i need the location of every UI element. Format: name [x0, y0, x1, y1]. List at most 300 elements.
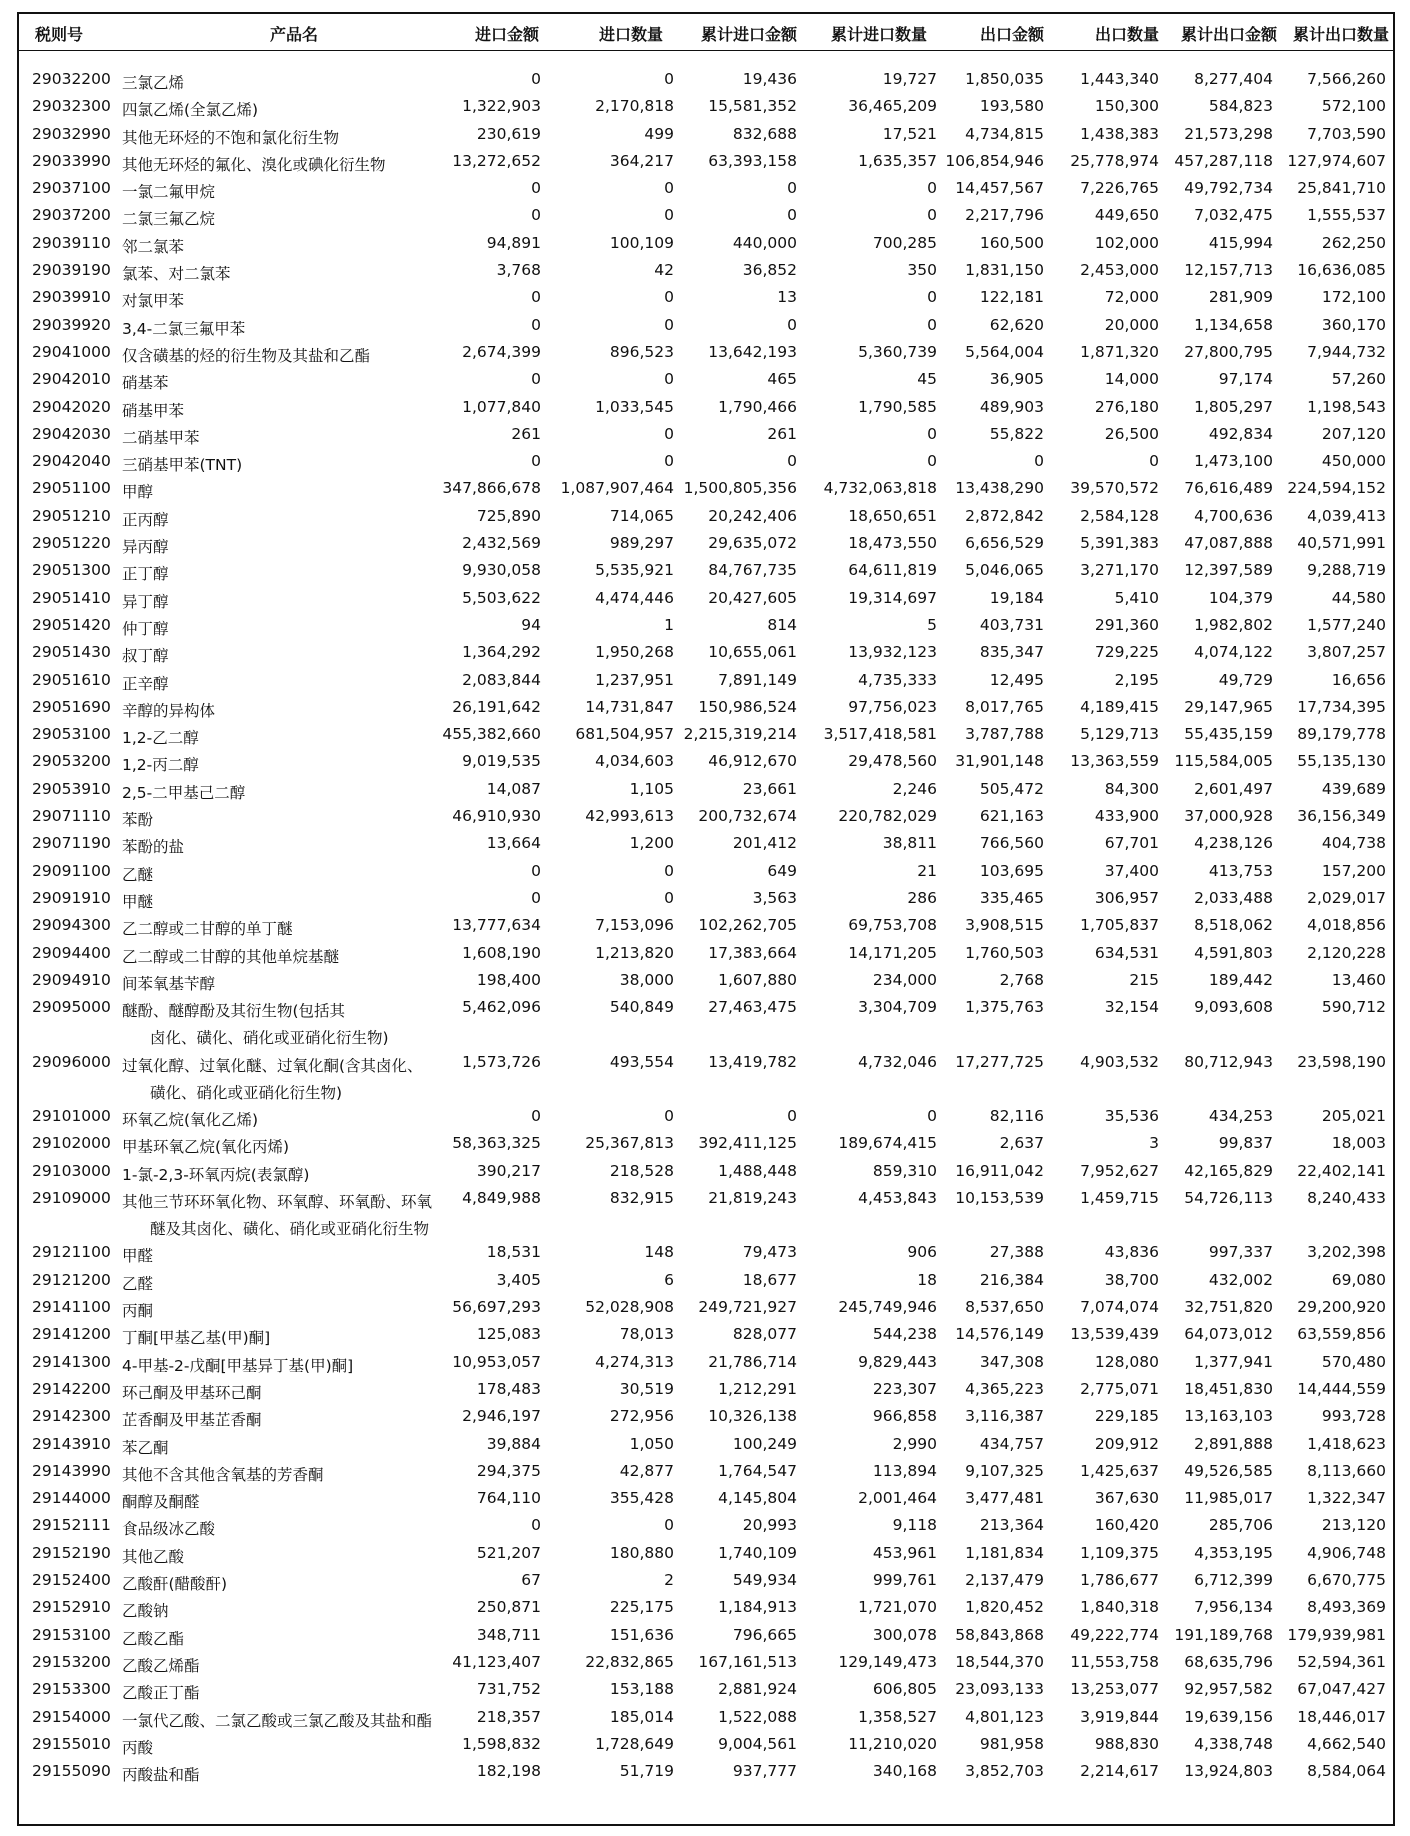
cum-import-qty: 36,465,209	[848, 97, 937, 116]
export-amount: 216,384	[979, 1270, 1044, 1289]
cum-export-amount: 18,451,830	[1184, 1379, 1273, 1398]
export-amount: 31,901,148	[955, 752, 1044, 771]
product-name-line: 异丙醇	[122, 538, 169, 557]
cum-import-amount: 21,786,714	[708, 1352, 797, 1371]
export-qty: 1,786,677	[1080, 1571, 1159, 1590]
import-amount: 294,375	[476, 1461, 541, 1480]
cum-import-amount: 100,249	[732, 1434, 797, 1453]
table-row	[19, 1243, 1393, 1270]
cum-import-qty: 189,674,415	[838, 1134, 937, 1153]
cum-export-amount: 37,000,928	[1184, 807, 1273, 826]
tariff-code: 29144000	[32, 1489, 111, 1508]
cum-export-qty: 18,446,017	[1297, 1707, 1386, 1726]
export-qty: 72,000	[1104, 288, 1159, 307]
import-amount: 13,272,652	[452, 151, 541, 170]
cum-import-qty: 0	[927, 424, 937, 443]
cum-import-amount: 46,912,670	[708, 752, 797, 771]
product-name-line: 间苯氧基苄醇	[122, 974, 216, 993]
product-name-line: 1,2-丙二醇	[122, 756, 199, 775]
import-amount: 26,191,642	[452, 697, 541, 716]
product-name	[122, 1298, 462, 1325]
cum-import-amount: 1,500,805,356	[683, 479, 797, 498]
import-amount: 182,198	[476, 1762, 541, 1781]
import-qty: 0	[664, 288, 674, 307]
tariff-code: 29091910	[32, 888, 111, 907]
cum-export-qty: 8,493,369	[1307, 1598, 1386, 1617]
product-name-line: 一氯代乙酸、二氯乙酸或三氯乙酸及其盐和酯	[122, 1711, 433, 1730]
cum-import-amount: 0	[787, 206, 797, 225]
import-amount: 10,953,057	[452, 1352, 541, 1371]
cum-import-amount: 392,411,125	[698, 1134, 797, 1153]
tariff-code: 29051210	[32, 506, 111, 525]
cum-import-qty: 4,453,843	[858, 1188, 937, 1207]
export-amount: 1,375,763	[965, 998, 1044, 1017]
cum-import-qty: 2,001,464	[858, 1489, 937, 1508]
export-qty: 2,453,000	[1080, 261, 1159, 280]
product-name-line: 甲基环氧乙烷(氧化丙烯)	[122, 1138, 290, 1157]
cum-export-qty: 6,670,775	[1307, 1571, 1386, 1590]
cum-export-amount: 9,093,608	[1194, 998, 1273, 1017]
import-amount: 2,083,844	[462, 670, 541, 689]
product-name	[122, 998, 462, 1053]
tariff-code: 29051430	[32, 643, 111, 662]
tariff-code: 29155090	[32, 1762, 111, 1781]
cum-import-amount: 10,655,061	[708, 643, 797, 662]
product-name	[122, 425, 462, 452]
import-qty: 1,728,649	[595, 1734, 674, 1753]
export-qty: 150,300	[1094, 97, 1159, 116]
cum-import-amount: 2,215,319,214	[683, 725, 797, 744]
cum-import-qty: 69,753,708	[848, 916, 937, 935]
table-row	[19, 1598, 1393, 1625]
tariff-code: 29153200	[32, 1652, 111, 1671]
export-amount: 347,308	[979, 1352, 1044, 1371]
import-qty: 499	[644, 124, 674, 143]
export-qty: 160,420	[1094, 1516, 1159, 1535]
export-amount: 23,093,133	[955, 1680, 1044, 1699]
cum-export-qty: 9,288,719	[1307, 561, 1386, 580]
export-qty: 367,630	[1094, 1489, 1159, 1508]
tariff-code: 29154000	[32, 1707, 111, 1726]
import-qty: 2	[664, 1571, 674, 1590]
product-name-line: 其他不含其他含氧基的芳香酮	[122, 1465, 324, 1484]
cum-export-amount: 8,518,062	[1194, 916, 1273, 935]
export-amount: 4,365,223	[965, 1379, 1044, 1398]
import-amount: 14,087	[486, 779, 541, 798]
import-amount: 455,382,660	[442, 725, 541, 744]
import-qty: 896,523	[609, 342, 674, 361]
cum-export-amount: 76,616,489	[1184, 479, 1273, 498]
table-row	[19, 698, 1393, 725]
product-name-line: 其他三节环环氧化物、环氧醇、环氧酚、环氧	[122, 1192, 433, 1211]
cum-export-qty: 89,179,778	[1297, 725, 1386, 744]
cum-export-qty: 262,250	[1321, 233, 1386, 252]
import-amount: 521,207	[476, 1543, 541, 1562]
import-qty: 25,367,813	[585, 1134, 674, 1153]
product-name	[122, 452, 462, 479]
cum-import-qty: 45	[917, 370, 937, 389]
import-amount: 46,910,930	[452, 807, 541, 826]
cum-export-amount: 12,397,589	[1184, 561, 1273, 580]
import-amount: 230,619	[476, 124, 541, 143]
import-amount: 3,768	[496, 261, 541, 280]
tariff-code: 29042040	[32, 452, 111, 471]
product-name	[122, 1516, 462, 1543]
export-qty: 291,360	[1094, 615, 1159, 634]
cum-import-amount: 63,393,158	[708, 151, 797, 170]
cum-import-amount: 828,077	[732, 1325, 797, 1344]
export-amount: 103,695	[979, 861, 1044, 880]
product-name	[122, 1353, 462, 1380]
product-name-line: 乙酸乙酯	[122, 1629, 185, 1648]
cum-import-qty: 129,149,473	[838, 1652, 937, 1671]
import-qty: 185,014	[609, 1707, 674, 1726]
cum-export-amount: 11,985,017	[1184, 1489, 1273, 1508]
import-qty: 1,050	[629, 1434, 674, 1453]
product-name	[122, 179, 462, 206]
cum-import-amount: 1,488,448	[718, 1161, 797, 1180]
import-amount: 5,462,096	[462, 998, 541, 1017]
table-row	[19, 1735, 1393, 1762]
import-amount: 178,483	[476, 1379, 541, 1398]
tariff-code: 29042030	[32, 424, 111, 443]
cum-import-amount: 20,993	[742, 1516, 797, 1535]
cum-export-amount: 1,805,297	[1194, 397, 1273, 416]
tariff-code: 29152111	[32, 1516, 111, 1535]
cum-export-qty: 1,322,347	[1307, 1489, 1386, 1508]
export-qty: 2,214,617	[1080, 1762, 1159, 1781]
cum-export-amount: 42,165,829	[1184, 1161, 1273, 1180]
tariff-code: 29152400	[32, 1571, 111, 1590]
cum-import-amount: 21,819,243	[708, 1188, 797, 1207]
product-name-line: 丁酮[甲基乙基(甲)酮]	[122, 1329, 271, 1348]
import-amount: 125,083	[476, 1325, 541, 1344]
import-amount: 2,946,197	[462, 1407, 541, 1426]
table-row	[19, 752, 1393, 779]
cum-import-qty: 29,478,560	[848, 752, 937, 771]
cum-export-qty: 4,906,748	[1307, 1543, 1386, 1562]
cum-import-amount: 13	[777, 288, 797, 307]
table-row	[19, 1571, 1393, 1598]
import-amount: 2,432,569	[462, 534, 541, 553]
cum-export-amount: 285,706	[1208, 1516, 1273, 1535]
product-name	[122, 1107, 462, 1134]
import-qty: 22,832,865	[585, 1652, 674, 1671]
product-name	[122, 889, 462, 916]
product-name	[122, 1489, 462, 1516]
cum-import-amount: 549,934	[732, 1571, 797, 1590]
cum-import-qty: 700,285	[872, 233, 937, 252]
cum-export-amount: 413,753	[1208, 861, 1273, 880]
export-amount: 3,477,481	[965, 1489, 1044, 1508]
import-qty: 14,731,847	[585, 697, 674, 716]
import-qty: 42,877	[619, 1461, 674, 1480]
table-row	[19, 889, 1393, 916]
import-qty: 540,849	[609, 998, 674, 1017]
table-row	[19, 1053, 1393, 1108]
cum-export-qty: 25,841,710	[1297, 179, 1386, 198]
product-name	[122, 125, 462, 152]
tariff-code: 29032300	[32, 97, 111, 116]
import-amount: 0	[531, 206, 541, 225]
export-qty: 1,443,340	[1080, 70, 1159, 88]
cum-import-amount: 649	[767, 861, 797, 880]
cum-import-qty: 2,990	[892, 1434, 937, 1453]
tariff-code: 29095000	[32, 998, 111, 1017]
cum-export-amount: 49,792,734	[1184, 179, 1273, 198]
cum-import-qty: 220,782,029	[838, 807, 937, 826]
product-name	[122, 752, 462, 779]
export-qty: 2,775,071	[1080, 1379, 1159, 1398]
tariff-code: 29053100	[32, 725, 111, 744]
tariff-code: 29152910	[32, 1598, 111, 1617]
import-amount: 725,890	[476, 506, 541, 525]
cum-import-amount: 9,004,561	[718, 1734, 797, 1753]
cum-import-qty: 3,517,418,581	[823, 725, 937, 744]
product-name-line: 环氧乙烷(氧化乙烯)	[122, 1111, 259, 1130]
tariff-code: 29153100	[32, 1625, 111, 1644]
export-qty: 67,701	[1104, 834, 1159, 853]
cum-import-amount: 1,790,466	[718, 397, 797, 416]
cum-import-qty: 18,473,550	[848, 534, 937, 553]
cum-export-amount: 1,473,100	[1194, 452, 1273, 471]
cum-export-qty: 52,594,361	[1297, 1652, 1386, 1671]
import-qty: 30,519	[619, 1379, 674, 1398]
export-qty: 2,195	[1114, 670, 1159, 689]
import-qty: 6	[664, 1270, 674, 1289]
product-name-line: 磺化、硝化或亚硝化衍生物)	[150, 1083, 343, 1102]
cum-export-amount: 4,591,803	[1194, 943, 1273, 962]
product-name-line: 乙醛	[122, 1274, 154, 1293]
product-name	[122, 862, 462, 889]
cum-import-qty: 223,307	[872, 1379, 937, 1398]
header-import-qty: 进口数量	[598, 25, 663, 44]
product-name	[122, 807, 462, 834]
cum-export-qty: 179,939,981	[1287, 1625, 1386, 1644]
product-name	[122, 206, 462, 233]
table-row	[19, 1271, 1393, 1298]
cum-export-qty: 8,584,064	[1307, 1762, 1386, 1781]
product-name-line: 乙二醇或二甘醇的单丁醚	[122, 920, 293, 939]
export-amount: 9,107,325	[965, 1461, 1044, 1480]
cum-import-amount: 20,242,406	[708, 506, 797, 525]
table-row	[19, 998, 1393, 1053]
tariff-code: 29152190	[32, 1543, 111, 1562]
export-qty: 7,226,765	[1080, 179, 1159, 198]
export-amount: 8,537,650	[965, 1298, 1044, 1317]
product-name-line: 硝基苯	[122, 374, 169, 393]
import-amount: 4,849,988	[462, 1188, 541, 1207]
tariff-code: 29121100	[32, 1243, 111, 1262]
cum-export-qty: 570,480	[1321, 1352, 1386, 1371]
import-amount: 764,110	[476, 1489, 541, 1508]
export-amount: 1,760,503	[965, 943, 1044, 962]
table-row	[19, 1516, 1393, 1543]
table-header	[19, 14, 1393, 51]
export-amount: 4,801,123	[965, 1707, 1044, 1726]
export-qty: 0	[1149, 452, 1159, 471]
product-name	[122, 261, 462, 288]
export-qty: 433,900	[1094, 807, 1159, 826]
tariff-code: 29039920	[32, 315, 111, 334]
cum-export-qty: 3,807,257	[1307, 643, 1386, 662]
product-name-line: 氯苯、对二氯苯	[122, 265, 231, 284]
table-row	[19, 1407, 1393, 1434]
product-name	[122, 1626, 462, 1653]
export-amount: 2,637	[999, 1134, 1044, 1153]
cum-export-qty: 67,047,427	[1297, 1680, 1386, 1699]
table-row	[19, 1462, 1393, 1489]
cum-export-qty: 8,113,660	[1307, 1461, 1386, 1480]
product-name	[122, 1380, 462, 1407]
table-row	[19, 316, 1393, 343]
cum-import-amount: 200,732,674	[698, 807, 797, 826]
cum-import-amount: 167,161,513	[698, 1652, 797, 1671]
cum-export-amount: 415,994	[1208, 233, 1273, 252]
cum-import-qty: 5,360,739	[858, 342, 937, 361]
product-name-line: 邻二氯苯	[122, 237, 185, 256]
cum-import-qty: 14,171,205	[848, 943, 937, 962]
cum-import-qty: 999,761	[872, 1571, 937, 1590]
export-qty: 102,000	[1094, 233, 1159, 252]
cum-import-amount: 261	[767, 424, 797, 443]
cum-export-qty: 404,738	[1321, 834, 1386, 853]
export-amount: 13,438,290	[955, 479, 1044, 498]
cum-export-qty: 224,594,152	[1287, 479, 1386, 498]
tariff-code: 29121200	[32, 1270, 111, 1289]
export-amount: 58,843,868	[955, 1625, 1044, 1644]
import-amount: 348,711	[476, 1625, 541, 1644]
product-name-line: 其他无环烃的氟化、溴化或碘化衍生物	[122, 155, 386, 174]
product-name	[122, 834, 462, 861]
cum-export-qty: 55,135,130	[1297, 752, 1386, 771]
export-qty: 5,410	[1114, 588, 1159, 607]
export-amount: 434,757	[979, 1434, 1044, 1453]
cum-import-qty: 453,961	[872, 1543, 937, 1562]
product-name	[122, 1708, 462, 1735]
product-name	[122, 1462, 462, 1489]
cum-export-amount: 997,337	[1208, 1243, 1273, 1262]
table-row	[19, 425, 1393, 452]
table-row	[19, 1708, 1393, 1735]
cum-export-amount: 13,163,103	[1184, 1407, 1273, 1426]
export-amount: 14,576,149	[955, 1325, 1044, 1344]
product-name-line: 三氯乙烯	[122, 74, 185, 92]
import-qty: 4,274,313	[595, 1352, 674, 1371]
product-name	[122, 916, 462, 943]
export-qty: 3,919,844	[1080, 1707, 1159, 1726]
export-amount: 2,217,796	[965, 206, 1044, 225]
export-amount: 1,850,035	[965, 70, 1044, 88]
export-qty: 13,253,077	[1070, 1680, 1159, 1699]
cum-import-qty: 0	[927, 1107, 937, 1126]
table-row	[19, 398, 1393, 425]
export-amount: 3,787,788	[965, 725, 1044, 744]
tariff-code: 29142200	[32, 1379, 111, 1398]
cum-export-amount: 2,891,888	[1194, 1434, 1273, 1453]
table-row	[19, 589, 1393, 616]
table-row	[19, 206, 1393, 233]
product-name	[122, 1762, 462, 1789]
cum-export-qty: 14,444,559	[1297, 1379, 1386, 1398]
cum-import-amount: 1,212,291	[718, 1379, 797, 1398]
export-qty: 1,705,837	[1080, 916, 1159, 935]
product-name-line: 过氧化醇、过氧化醚、过氧化酮(含其卤化、	[122, 1056, 423, 1075]
table-row	[19, 1189, 1393, 1244]
table-body	[19, 70, 1393, 1789]
import-qty: 218,528	[609, 1161, 674, 1180]
cum-export-qty: 450,000	[1321, 452, 1386, 471]
cum-export-qty: 18,003	[1331, 1134, 1386, 1153]
cum-export-qty: 4,018,856	[1307, 916, 1386, 935]
table-row	[19, 70, 1393, 97]
product-name	[122, 971, 462, 998]
cum-export-amount: 80,712,943	[1184, 1052, 1273, 1071]
cum-import-qty: 64,611,819	[848, 561, 937, 580]
cum-export-qty: 17,734,395	[1297, 697, 1386, 716]
product-name-line: 2,5-二甲基己二醇	[122, 783, 246, 802]
export-amount: 213,364	[979, 1516, 1044, 1535]
import-qty: 78,013	[619, 1325, 674, 1344]
export-amount: 3,852,703	[965, 1762, 1044, 1781]
export-amount: 160,500	[979, 233, 1044, 252]
cum-import-qty: 966,858	[872, 1407, 937, 1426]
cum-export-amount: 97,174	[1218, 370, 1273, 389]
import-amount: 58,363,325	[452, 1134, 541, 1153]
cum-import-amount: 201,412	[732, 834, 797, 853]
table-row	[19, 288, 1393, 315]
cum-export-amount: 4,074,122	[1194, 643, 1273, 662]
cum-import-qty: 4,732,063,818	[823, 479, 937, 498]
cum-import-qty: 1,635,357	[858, 151, 937, 170]
cum-import-amount: 13,642,193	[708, 342, 797, 361]
cum-export-amount: 492,834	[1208, 424, 1273, 443]
tariff-code: 29037200	[32, 206, 111, 225]
table-row	[19, 452, 1393, 479]
export-qty: 209,912	[1094, 1434, 1159, 1453]
tariff-code: 29141100	[32, 1298, 111, 1317]
export-qty: 38,700	[1104, 1270, 1159, 1289]
cum-export-amount: 457,287,118	[1174, 151, 1273, 170]
cum-export-qty: 1,555,537	[1307, 206, 1386, 225]
cum-export-qty: 4,039,413	[1307, 506, 1386, 525]
header-export-amount: 出口金额	[979, 25, 1044, 44]
cum-export-qty: 16,636,085	[1297, 261, 1386, 280]
cum-export-amount: 54,726,113	[1184, 1188, 1273, 1207]
tariff-code: 29051100	[32, 479, 111, 498]
product-name-line: 卤化、磺化、硝化或亚硝化衍生物)	[150, 1029, 389, 1048]
export-qty: 37,400	[1104, 861, 1159, 880]
product-name	[122, 561, 462, 588]
product-name	[122, 479, 462, 506]
cum-import-amount: 937,777	[732, 1762, 797, 1781]
cum-import-amount: 249,721,927	[698, 1298, 797, 1317]
cum-import-amount: 796,665	[732, 1625, 797, 1644]
product-name-line: 辛醇的异构体	[122, 701, 216, 720]
cum-import-qty: 5	[927, 615, 937, 634]
cum-export-amount: 92,957,582	[1184, 1680, 1273, 1699]
table-row	[19, 1653, 1393, 1680]
tariff-code: 29153300	[32, 1680, 111, 1699]
cum-export-qty: 7,703,590	[1307, 124, 1386, 143]
product-name-line: 食品级冰乙酸	[122, 1520, 216, 1539]
cum-export-amount: 19,639,156	[1184, 1707, 1273, 1726]
header-product-name: 产品名	[269, 25, 319, 44]
export-qty: 449,650	[1094, 206, 1159, 225]
product-name-line: 其他乙酸	[122, 1547, 185, 1566]
export-amount: 17,277,725	[955, 1052, 1044, 1071]
table-row	[19, 179, 1393, 206]
